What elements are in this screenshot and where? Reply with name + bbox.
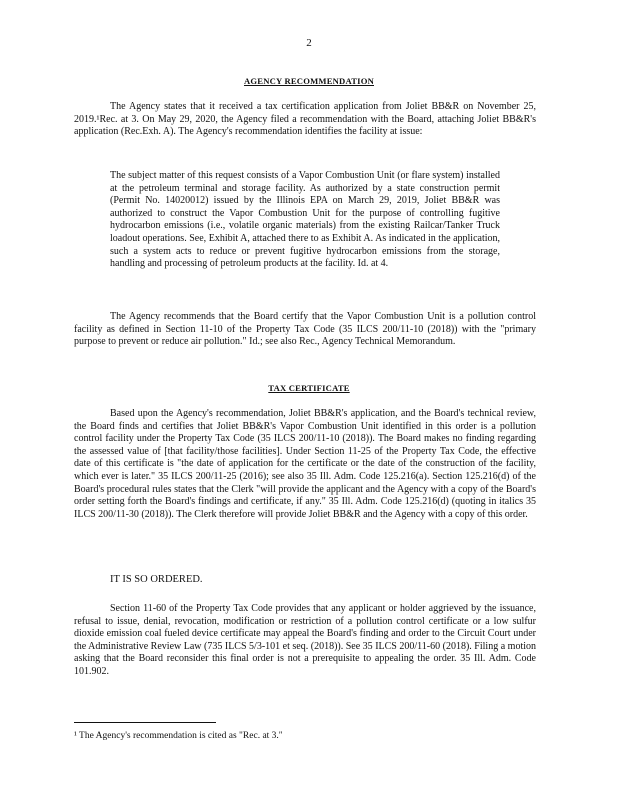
agency-paragraph-2: The Agency recommends that the Board certify that the Vapor Combustion Unit is a pollution control facility as defined in Section 11-10 of the Property Tax Code (35 ILCS 200/11-10 (2018)) with the "primary purpose to prevent or reduce air pollution." Id.; see also Rec., Agency Technical Memorandum. bbox=[74, 311, 536, 348]
tax-paragraph: Based upon the Agency's recommendation, Joliet BB&R's application, and the Board's technical review, the Board finds and certifies that Joliet BB&R's Vapor Combustion Unit identified in this order is a pollution control facility under the Property Tax Code (35 ILCS 200/11-10 (2018)). The Board makes no finding regarding the assessed value of [that facility/those facilities]. Under Section 11-25 of the Property Tax Code, the effective date of this certificate is "the date of application for the certificate or the date of the construction of the facility, which ever is later." 35 ILCS 200/11-25 (2016); see also 35 Ill. Adm. Code 125.216(a). Section 125.216(d) of the Board's procedural rules states that the Clerk "will provide the applicant and the Agency with a copy of the Board's order setting forth the Board's findings and certificate, if any." 35 Ill. Adm. Code 125.216(d) (quoting in italics 35 ILCS 200/11-30 (2018)). The Clerk therefore will provide Joliet BB&R and the Agency with a copy of this order. bbox=[74, 408, 536, 520]
footnote: ¹ The Agency's recommendation is cited as "Rec. at 3." bbox=[74, 731, 283, 741]
page-number: 2 bbox=[306, 37, 312, 49]
section-heading-tax: TAX CERTIFICATE bbox=[268, 383, 350, 393]
section-heading-agency: AGENCY RECOMMENDATION bbox=[243, 76, 374, 86]
block-quote: The subject matter of this request consists of a Vapor Combustion Unit (or flare system) installed at the petroleum terminal and storage facility. As authorized by a state construction permit (Permit No. 14020012) issued by the Illinois EPA on March 29, 2019, Joliet BB&R was authorized to construct the Vapor Combustion Unit for the purpose of controlling fugitive hydrocarbon emissions (i.e., volatile organic materials) from the existing Railcar/Tanker Truck loadout operations. See, Exhibit A, attached there to as Exhibit A. As indicated in the application, such a system acts to reduce or prevent fugitive hydrocarbon emissions from the storage, handling and processing of petroleum products at the facility. Id. at 4. bbox=[110, 170, 500, 270]
order-statement: IT IS SO ORDERED. bbox=[110, 574, 203, 585]
footnote-divider bbox=[74, 722, 216, 723]
appeal-paragraph: Section 11-60 of the Property Tax Code provides that any applicant or holder aggrieved by the issuance, refusal to issue, denial, revocation, modification or restriction of a pollution control certificate or a low sulfur dioxide emission coal fueled device certificate may appeal the Board's finding and order to the Circuit Court under the Administrative Review Law (735 ILCS 5/3-101 et seq. (2018)). See 35 ILCS 200/11-60 (2018). Filing a motion asking that the Board reconsider this final order is not a prerequisite to appealing the order. 35 Ill. Adm. Code 101.902. bbox=[74, 603, 536, 677]
agency-paragraph-1: The Agency states that it received a tax certification application from Joliet BB&R on November 25, 2019.¹Rec. at 3. On May 29, 2020, the Agency filed a recommendation with the Board, attaching Joliet BB&R's application (Rec.Exh. A). The Agency's recommendation identifies the facility at issue: bbox=[74, 101, 536, 138]
